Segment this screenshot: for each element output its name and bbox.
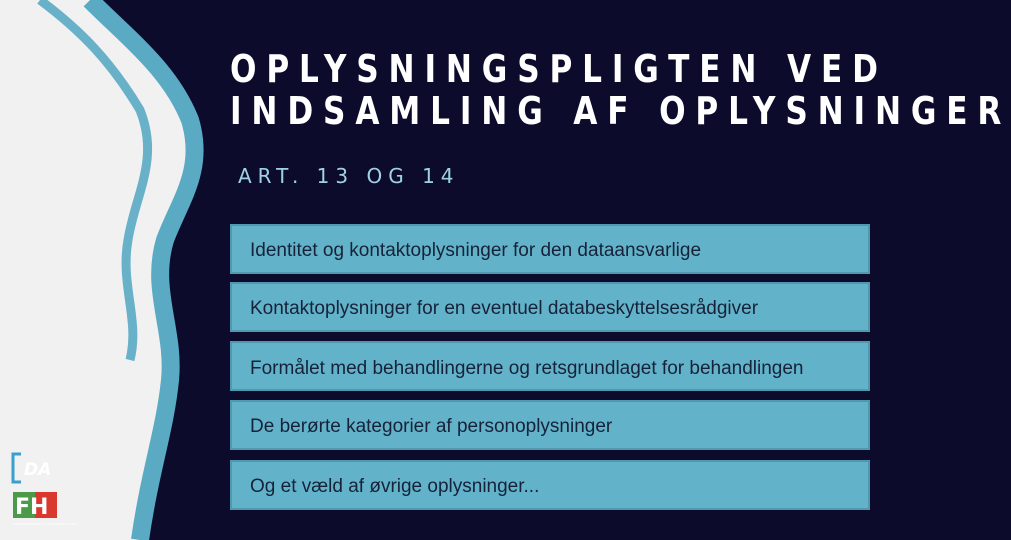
slide-subtitle: ART. 13 OG 14 xyxy=(238,164,460,188)
fh-logo-text: FH xyxy=(15,495,49,520)
title-line-1: OPLYSNINGSPLIGTEN VED xyxy=(230,47,888,91)
fh-logo-caption: FAGBEVÆGELSENS HOVEDORGANISATION xyxy=(13,522,77,526)
title-line-2: INDSAMLING AF OPLYSNINGER xyxy=(230,89,1011,133)
fh-logo xyxy=(11,490,77,530)
list-item: Kontaktoplysninger for en eventuel databeskyttelsesrådgiver xyxy=(230,282,870,332)
da-logo xyxy=(11,452,55,484)
list-item: Formålet med behandlingerne og retsgrundlaget for behandlingen xyxy=(230,341,870,391)
da-logo-text: DA xyxy=(24,460,52,480)
list-item: Og et væld af øvrige oplysninger... xyxy=(230,460,870,510)
list-item: Identitet og kontaktoplysninger for den dataansvarlige xyxy=(230,224,870,274)
list-item: De berørte kategorier af personoplysninger xyxy=(230,400,870,450)
slide-title xyxy=(230,47,1011,133)
